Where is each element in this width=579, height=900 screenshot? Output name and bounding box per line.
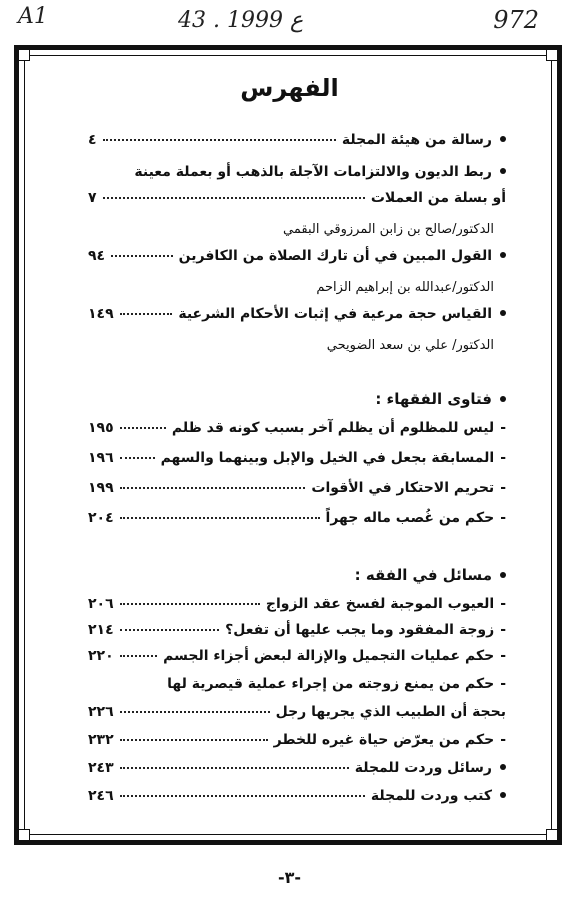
bullet-icon: [500, 136, 506, 142]
toc-entry[interactable]: - حكم عمليات التجميل والإزالة لبعض أجزاء الجسم ٢٢٠: [88, 648, 506, 664]
page-title: الفهرس: [240, 74, 339, 102]
page-number: ٢٠٤: [88, 510, 114, 526]
toc-entry[interactable]: - المسابقة بجعل في الخيل والإبل وبينهما والسهم ١٩٦: [88, 450, 506, 466]
bullet-icon: [500, 764, 506, 770]
author-name: الدكتور/ علي بن سعد الضويحي: [326, 338, 494, 353]
page-number: ٢٣٢: [88, 732, 114, 748]
toc-entry[interactable]: - العيوب الموجبة لفسخ عقد الزواج ٢٠٦: [88, 596, 506, 612]
bullet-icon: [500, 168, 506, 174]
toc-entry[interactable]: القول المبين في أن تارك الصلاة من الكافرين ٩٤: [88, 248, 506, 272]
handwritten-note-middle: 43 . ع 1999: [178, 8, 304, 33]
toc-entry[interactable]: ربط الديون والالتزامات الآجلة بالذهب أو بعملة معينة: [88, 164, 506, 188]
frame-corner-ornament: [18, 829, 30, 841]
page-number: ٤: [88, 132, 97, 148]
page-number: ٢٠٦: [88, 596, 114, 612]
bullet-icon: [500, 310, 506, 316]
author-name: الدكتور/عبدالله بن إبراهيم الزاحم: [316, 280, 494, 295]
page-number-footer: -٣-: [277, 868, 302, 887]
frame-corner-ornament: [546, 49, 558, 61]
page-number: ٢١٤: [88, 622, 114, 638]
toc-entry[interactable]: - تحريم الاحتكار في الأقوات ١٩٩: [88, 480, 506, 496]
section-heading-masail: مسائل في الفقه :: [88, 566, 506, 590]
section-heading-fatawa: فتاوى الفقهاء :: [88, 390, 506, 414]
toc-entry[interactable]: - ليس للمظلوم أن يظلم آخر بسبب كونه قد ظلم ١٩٥: [88, 420, 506, 436]
page-number: ١٩٦: [88, 450, 114, 466]
page-number: ٢٢٦: [88, 704, 114, 720]
page-number: ٧: [88, 190, 97, 206]
page-number: ١٩٥: [88, 420, 114, 436]
toc-entry[interactable]: - زوجة المفقود وما يجب عليها أن تفعل؟ ٢١٤: [88, 622, 506, 638]
bullet-icon: [500, 396, 506, 402]
page-number: ٢٤٣: [88, 760, 114, 776]
toc-entry[interactable]: القياس حجة مرعية في إثبات الأحكام الشرعية ١٤٩: [88, 306, 506, 330]
bullet-icon: [500, 792, 506, 798]
toc-entry-continuation[interactable]: أو بسلة من العملات ٧: [88, 190, 506, 206]
toc-entry[interactable]: - حكم من يعرّض حياة غيره للخطر ٢٣٢: [88, 732, 506, 748]
frame-corner-ornament: [18, 49, 30, 61]
handwritten-note-right: 972: [493, 6, 539, 34]
toc-entry[interactable]: رسائل وردت للمجلة ٢٤٣: [88, 760, 506, 784]
frame-corner-ornament: [546, 829, 558, 841]
page-number: ٩٤: [88, 248, 106, 264]
page-number: ٢٤٦: [88, 788, 114, 804]
bullet-icon: [500, 572, 506, 578]
toc-entry-continuation[interactable]: بحجة أن الطبيب الذي يجريها رجل ٢٢٦: [88, 704, 506, 720]
page-number: ٢٢٠: [88, 648, 114, 664]
toc-entry[interactable]: كتب وردت للمجلة ٢٤٦: [88, 788, 506, 812]
page-number: ١٤٩: [88, 306, 114, 322]
toc-entry[interactable]: - حكم من يمنع زوجته من إجراء عملية قيصرية لها: [167, 676, 506, 692]
toc-entry[interactable]: - حكم من غُصب ماله جهراً ٢٠٤: [88, 510, 506, 526]
handwritten-note-left: A1: [18, 4, 48, 29]
page-number: ١٩٩: [88, 480, 114, 496]
author-name: الدكتور/صالح بن زابن المرزوقي البقمي: [283, 222, 494, 237]
bullet-icon: [500, 252, 506, 258]
toc-entry[interactable]: رسالة من هيئة المجلة ٤: [88, 132, 506, 156]
